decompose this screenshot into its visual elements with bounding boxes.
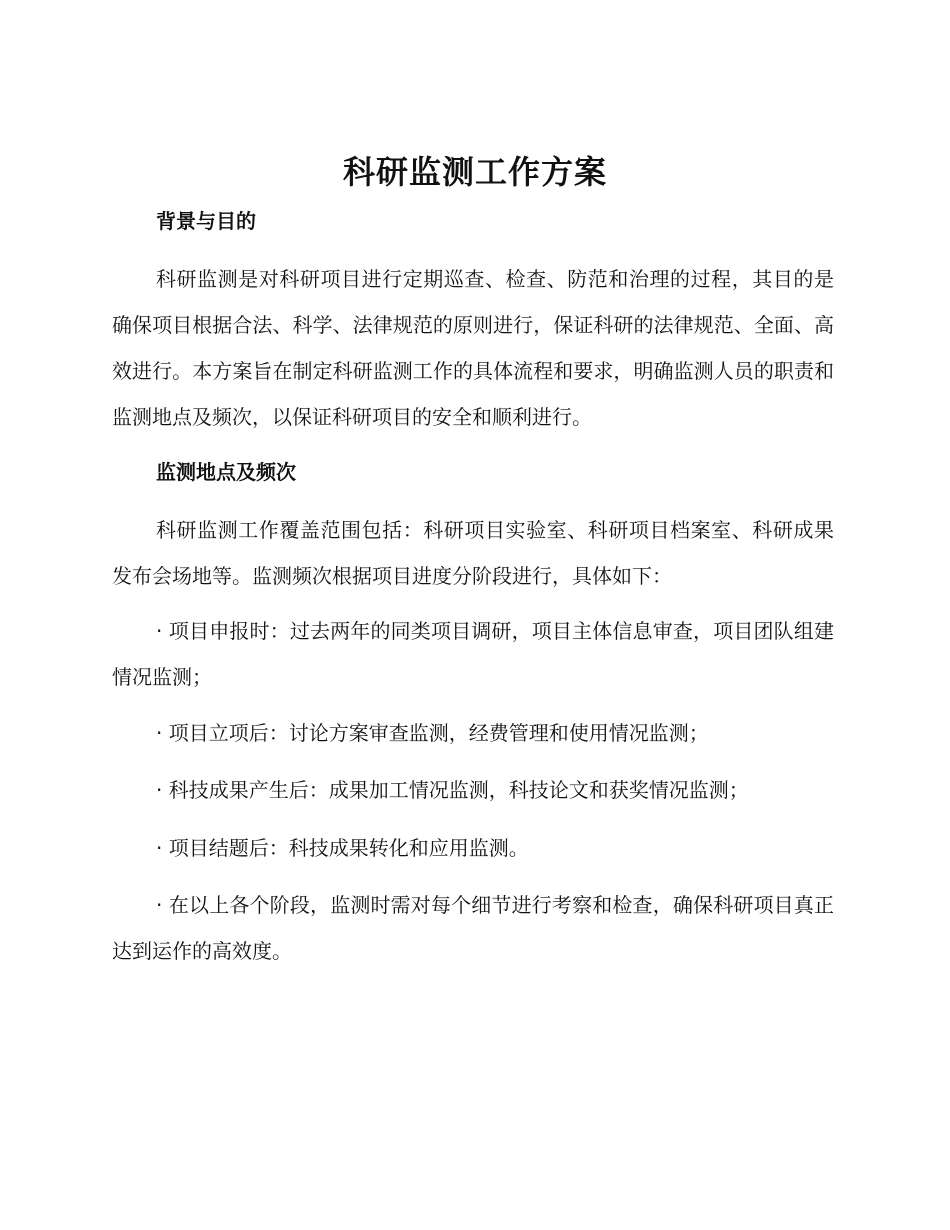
section-paragraph-background: 科研监测是对科研项目进行定期巡查、检查、防范和治理的过程，其目的是确保项目根据合法、科学、法律规范的原则进行，保证科研的法律规范、全面、高效进行。本方案旨在制定科研监测工作的具体流程和要求，明确监测人员的职责和监测地点及频次，以保证科研项目的安全和顺利进行。 [112,267,834,429]
bullet-item: · 项目结题后：科技成果转化和应用监测。 [156,836,529,860]
bullet-item: · 项目申报时：过去两年的同类项目调研，项目主体信息审查，项目团队组建情况监测； [112,619,834,689]
bullet-item: · 在以上各个阶段，监测时需对每个细节进行考察和检查，确保科研项目真正达到运作的高效度。 [112,893,834,963]
section-heading-locations: 监测地点及频次 [156,460,296,484]
document-title: 科研监测工作方案 [342,153,607,191]
bullet-item: · 科技成果产生后：成果加工情况监测，科技论文和获奖情况监测； [156,778,749,802]
bullet-item: · 项目立项后：讨论方案审查监测，经费管理和使用情况监测； [156,721,709,745]
section-heading-background: 背景与目的 [156,209,256,233]
section-paragraph-locations: 科研监测工作覆盖范围包括：科研项目实验室、科研项目档案室、科研成果发布会场地等。监测频次根据项目进度分阶段进行，具体如下： [112,518,834,588]
